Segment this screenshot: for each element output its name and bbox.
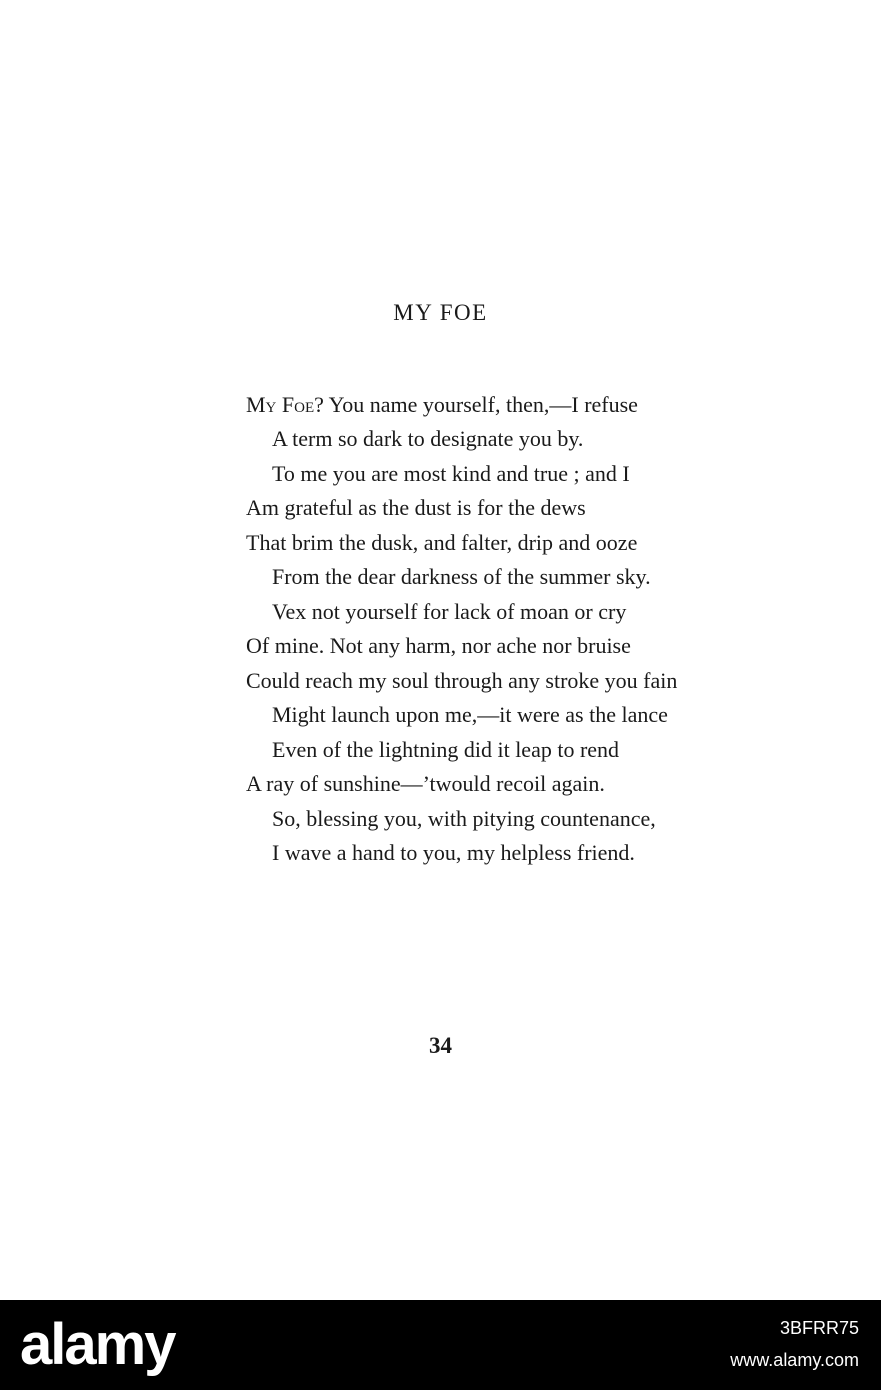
poem-line-7: Vex not yourself for lack of moan or cry (272, 599, 627, 624)
opening-words: My Foe (246, 392, 315, 417)
website-link[interactable]: www.alamy.com (730, 1350, 859, 1370)
poem-line-11: Even of the lightning did it leap to rend (272, 737, 620, 762)
poem-line-2: A term so dark to designate you by. (272, 426, 584, 451)
poem-line-6: From the dear darkness of the summer sky. (272, 564, 651, 589)
poem-line-10: Might launch upon me,—it were as the lance (272, 702, 668, 727)
image-id: 3BFRR75 (779, 1318, 859, 1338)
poem-title: MY FOE (393, 300, 488, 325)
poem-line-9: Could reach my soul through any stroke you fain (246, 668, 678, 693)
poem-line-12: A ray of sunshine—’twould recoil again. (246, 771, 605, 796)
poem-line-5: That brim the dusk, and falter, drip and ooze (246, 530, 638, 555)
poem-line-4: Am grateful as the dust is for the dews (246, 495, 586, 520)
poem-line-1 (246, 390, 638, 420)
poem-line-3: To me you are most kind and true ; and I (272, 461, 630, 486)
page-number: 34 (429, 1033, 452, 1058)
poem-line-13: So, blessing you, with pitying countenance, (272, 806, 656, 831)
alamy-logo: alamy (20, 1312, 175, 1377)
poem-line-8: Of mine. Not any harm, nor ache nor bruise (246, 633, 631, 658)
poem-line-14: I wave a hand to you, my helpless friend. (272, 840, 635, 865)
poem-line-1-text: ? You name yourself, then,—I refuse (314, 392, 638, 417)
